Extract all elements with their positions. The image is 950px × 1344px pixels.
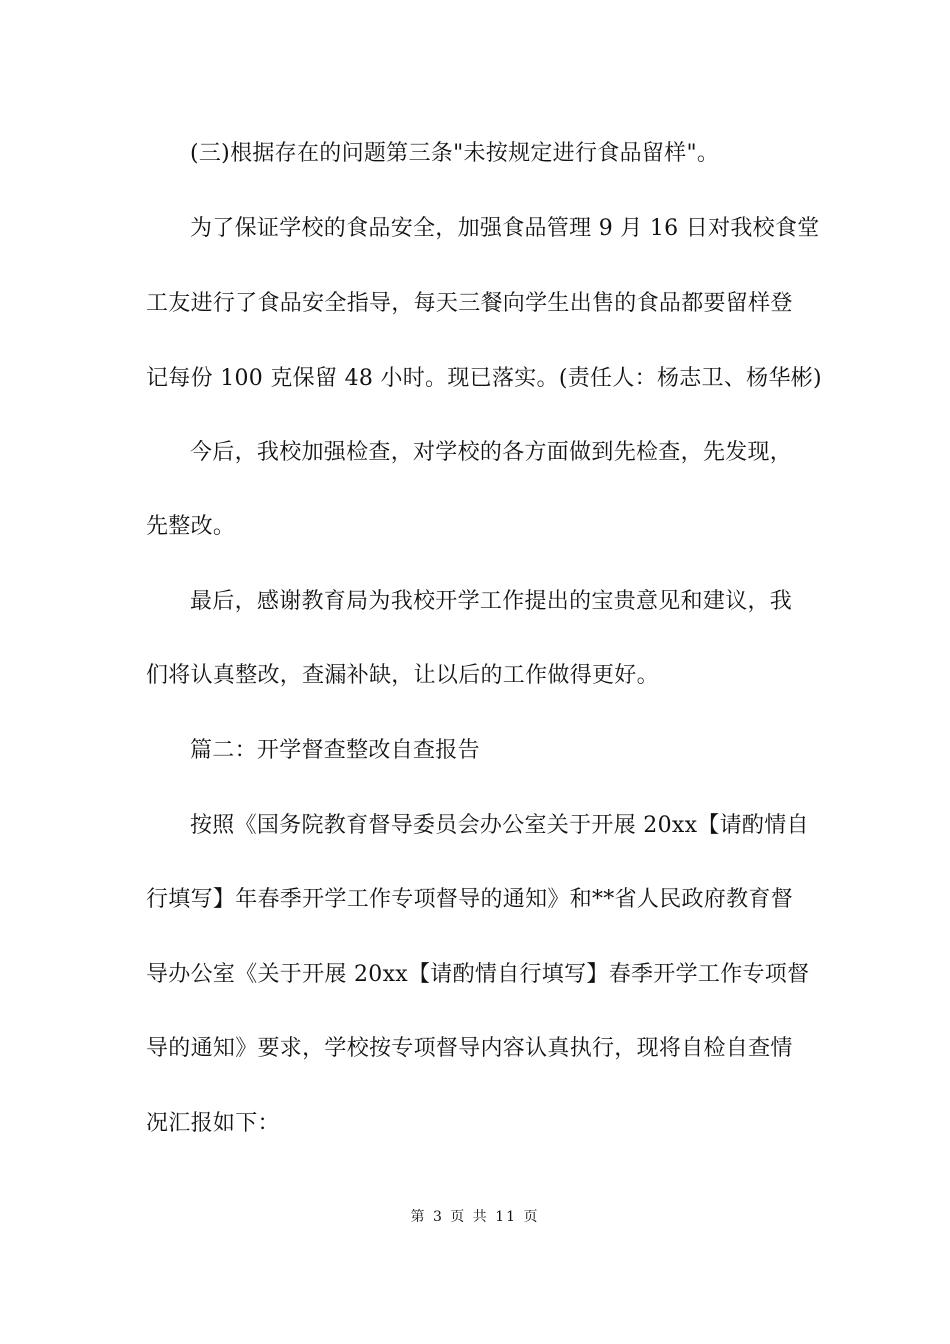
text-line: 按照《国务院教育督导委员会办公室关于开展 20xx【请酌情自: [190, 813, 809, 838]
text-line: (三)根据存在的问题第三条"未按规定进行食品留样"。: [190, 141, 720, 166]
text-line: 工友进行了食品安全指导，每天三餐向学生出售的食品都要留样登: [146, 291, 793, 316]
text-line: 记每份 100 克保留 48 小时。现已落实。(责任人：杨志卫、杨华彬): [146, 366, 822, 391]
section-heading: 篇二：开学督查整改自查报告: [190, 738, 480, 763]
text-line: 们将认真整改，查漏补缺，让以后的工作做得更好。: [146, 663, 659, 688]
text-line: 先整改。: [146, 514, 236, 539]
text-line: 为了保证学校的食品安全，加强食品管理 9 月 16 日对我校食堂: [190, 216, 820, 241]
text-line: 况汇报如下：: [146, 1111, 280, 1136]
text-line: 今后，我校加强检查，对学校的各方面做到先检查，先发现，: [190, 440, 793, 465]
page-number: 第 3 页 共 11 页: [410, 1209, 540, 1225]
text-line: 导的通知》要求，学校按专项督导内容认真执行，现将自检自查情: [146, 1036, 793, 1061]
text-line: 导办公室《关于开展 20xx【请酌情自行填写】春季开学工作专项督: [146, 962, 810, 987]
text-line: 最后，感谢教育局为我校开学工作提出的宝贵意见和建议，我: [190, 589, 793, 614]
text-line: 行填写】年春季开学工作专项督导的通知》和**省人民政府教育督: [146, 887, 794, 912]
